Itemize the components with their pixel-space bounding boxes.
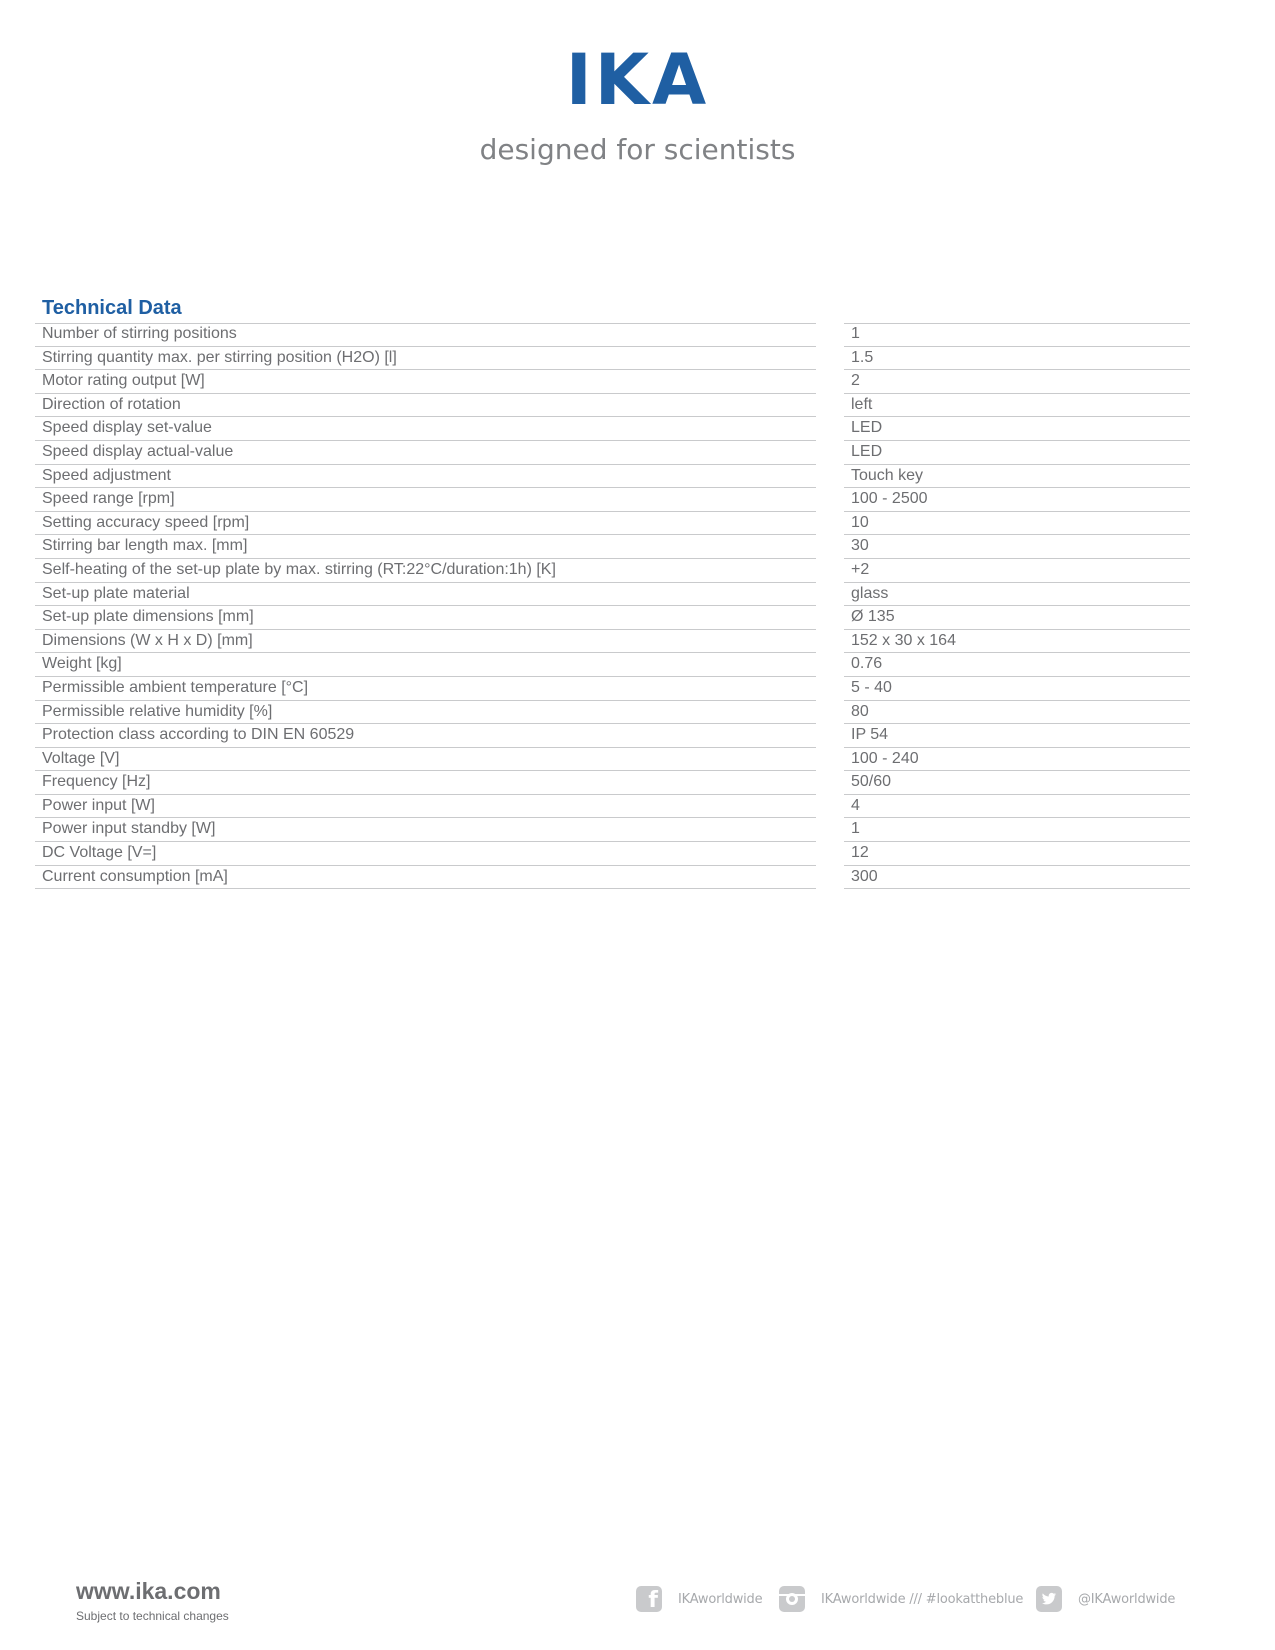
spec-value: 5 - 40 <box>844 677 1190 701</box>
spec-label: Dimensions (W x H x D) [mm] <box>35 630 816 654</box>
spec-value: Touch key <box>844 465 1190 489</box>
spec-value: 2 <box>844 370 1190 394</box>
spec-label: Speed adjustment <box>35 465 816 489</box>
spec-label: Power input [W] <box>35 795 816 819</box>
spec-label: Permissible relative humidity [%] <box>35 701 816 725</box>
spec-value: 100 - 240 <box>844 748 1190 772</box>
table-row <box>35 701 1190 725</box>
spec-value: glass <box>844 583 1190 607</box>
table-row <box>35 394 1190 418</box>
spec-label: Stirring quantity max. per stirring position (H2O) [l] <box>35 347 816 371</box>
twitter-handle: @IKAworldwide <box>1078 1591 1176 1607</box>
table-row <box>35 866 1190 890</box>
technical-data-table <box>35 323 1190 889</box>
spec-value: IP 54 <box>844 724 1190 748</box>
facebook-handle: IKAworldwide <box>678 1591 763 1607</box>
spec-label: Power input standby [W] <box>35 818 816 842</box>
table-row <box>35 559 1190 583</box>
spec-value: 30 <box>844 535 1190 559</box>
social-twitter[interactable] <box>1036 1586 1175 1612</box>
spec-value: 50/60 <box>844 771 1190 795</box>
table-row <box>35 653 1190 677</box>
spec-value: 300 <box>844 866 1190 890</box>
table-row <box>35 370 1190 394</box>
spec-value: LED <box>844 417 1190 441</box>
spec-value: 1 <box>844 323 1190 347</box>
twitter-icon <box>1036 1586 1062 1612</box>
spec-value: 12 <box>844 842 1190 866</box>
table-row <box>35 583 1190 607</box>
spec-label: Direction of rotation <box>35 394 816 418</box>
spec-label: Current consumption [mA] <box>35 866 816 890</box>
spec-label: Permissible ambient temperature [°C] <box>35 677 816 701</box>
spec-label: Set-up plate material <box>35 583 816 607</box>
website-link[interactable]: www.ika.com <box>76 1578 221 1604</box>
section-title: Technical Data <box>42 297 182 319</box>
table-row <box>35 724 1190 748</box>
ika-logo[interactable]: IKA <box>565 39 710 121</box>
page-header <box>0 40 1275 168</box>
table-row <box>35 748 1190 772</box>
spec-label: Frequency [Hz] <box>35 771 816 795</box>
social-facebook[interactable] <box>636 1586 762 1612</box>
table-row <box>35 606 1190 630</box>
spec-label: Speed display set-value <box>35 417 816 441</box>
spec-label: Stirring bar length max. [mm] <box>35 535 816 559</box>
table-row <box>35 795 1190 819</box>
table-row <box>35 535 1190 559</box>
spec-value: 100 - 2500 <box>844 488 1190 512</box>
spec-value: left <box>844 394 1190 418</box>
table-row <box>35 842 1190 866</box>
spec-value: 1 <box>844 818 1190 842</box>
spec-label: Voltage [V] <box>35 748 816 772</box>
spec-value: +2 <box>844 559 1190 583</box>
spec-value: 0.76 <box>844 653 1190 677</box>
table-row <box>35 771 1190 795</box>
table-row <box>35 818 1190 842</box>
spec-label: Speed display actual-value <box>35 441 816 465</box>
table-row <box>35 488 1190 512</box>
spec-value: 4 <box>844 795 1190 819</box>
social-instagram[interactable] <box>779 1586 1023 1612</box>
table-row <box>35 441 1190 465</box>
instagram-handle: IKAworldwide /// #lookattheblue <box>821 1591 1024 1607</box>
spec-label: Setting accuracy speed [rpm] <box>35 512 816 536</box>
table-row <box>35 677 1190 701</box>
table-row <box>35 417 1190 441</box>
spec-label: Speed range [rpm] <box>35 488 816 512</box>
spec-label: Motor rating output [W] <box>35 370 816 394</box>
spec-value: 1.5 <box>844 347 1190 371</box>
spec-label: DC Voltage [V=] <box>35 842 816 866</box>
facebook-icon: f <box>636 1586 662 1612</box>
table-row <box>35 323 1190 347</box>
spec-label: Number of stirring positions <box>35 323 816 347</box>
spec-value: 10 <box>844 512 1190 536</box>
footer-left <box>76 1577 229 1623</box>
table-row <box>35 630 1190 654</box>
spec-label: Protection class according to DIN EN 60529 <box>35 724 816 748</box>
spec-label: Weight [kg] <box>35 653 816 677</box>
spec-value: LED <box>844 441 1190 465</box>
spec-value: Ø 135 <box>844 606 1190 630</box>
spec-value: 80 <box>844 701 1190 725</box>
instagram-icon <box>779 1586 805 1612</box>
spec-label: Set-up plate dimensions [mm] <box>35 606 816 630</box>
spec-label: Self-heating of the set-up plate by max. stirring (RT:22°C/duration:1h) [K] <box>35 559 816 583</box>
table-row <box>35 465 1190 489</box>
table-row <box>35 512 1190 536</box>
table-row <box>35 347 1190 371</box>
tagline: designed for scientists <box>479 133 796 166</box>
spec-value: 152 x 30 x 164 <box>844 630 1190 654</box>
disclaimer: Subject to technical changes <box>76 1609 229 1623</box>
